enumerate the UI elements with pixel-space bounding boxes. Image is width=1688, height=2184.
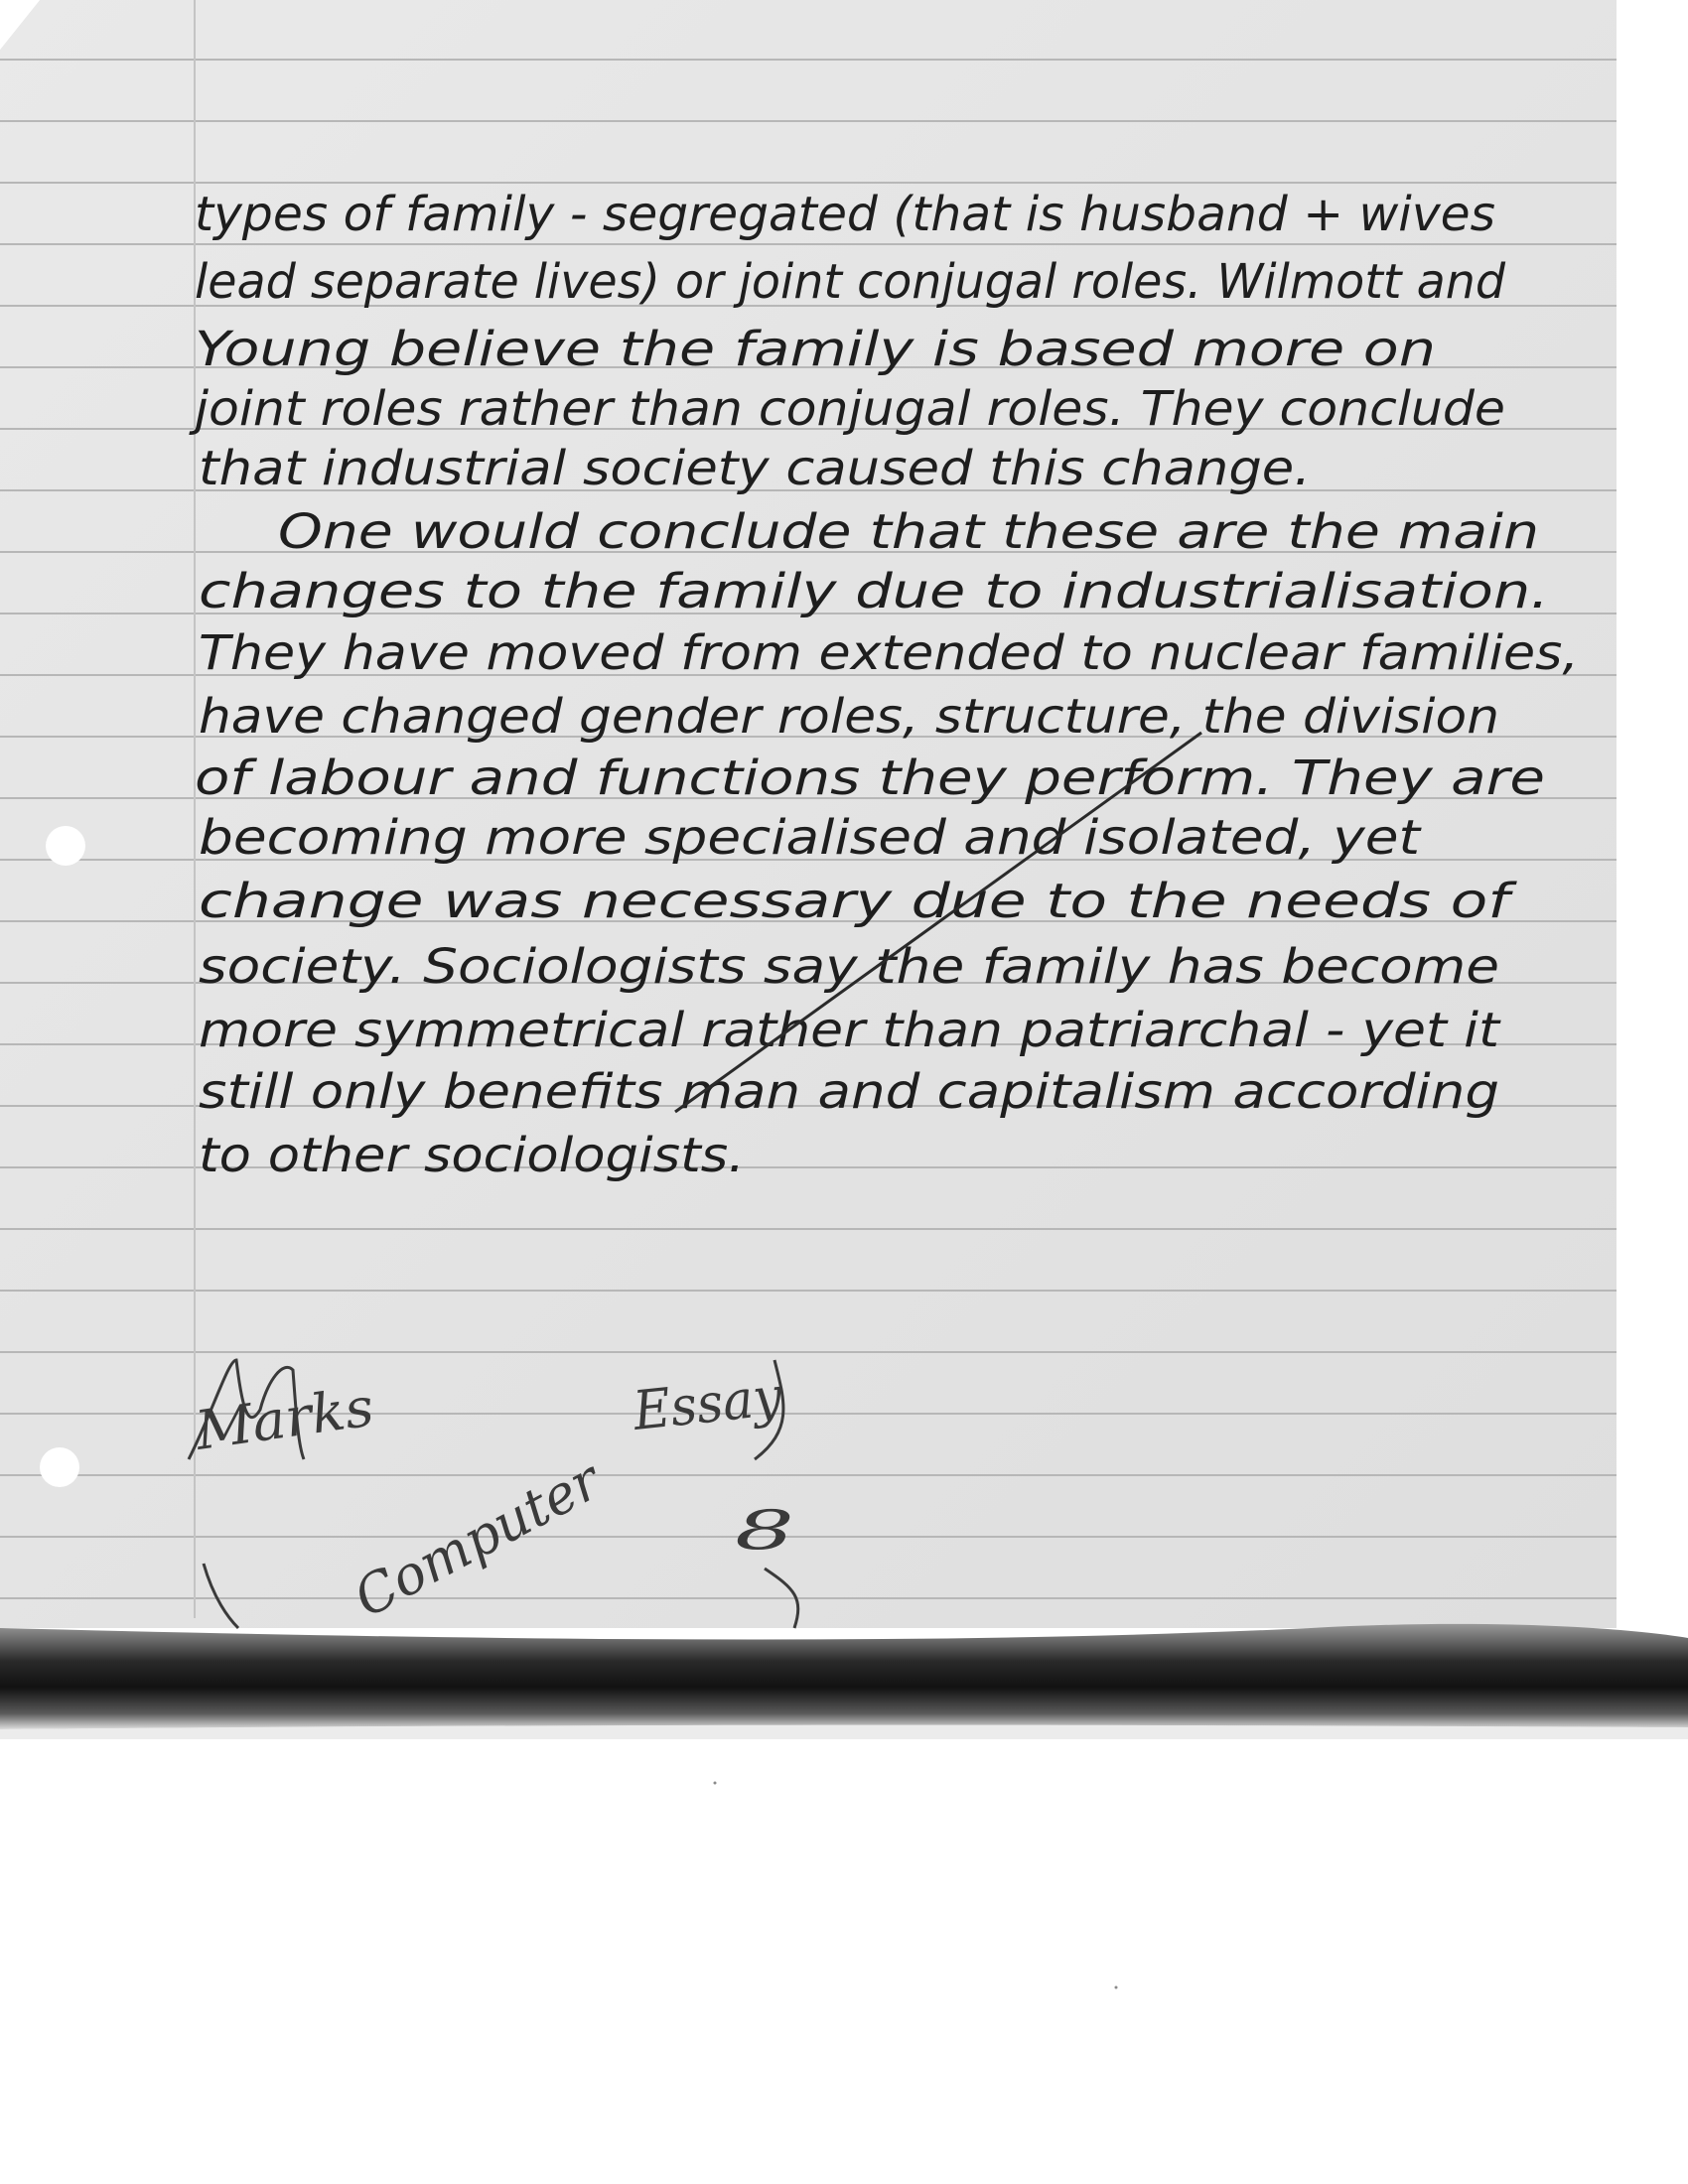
text-line: change was necessary due to the needs of	[199, 874, 1517, 929]
marker-note-marks: Marks	[192, 1376, 371, 1462]
scan-speck	[1115, 1986, 1118, 1989]
text-line: that industrial society caused this change.	[199, 441, 1311, 496]
binder-hole-bottom	[40, 1447, 79, 1487]
text-line: have changed gender roles, structure, the division	[199, 689, 1499, 745]
text-line: more symmetrical rather than patriarchal - yet it	[199, 1003, 1502, 1058]
text-line: They have moved from extended to nuclear families,	[199, 625, 1579, 681]
text-line: changes to the family due to industrialisation.	[199, 564, 1549, 619]
text-line: society. Sociologists say the family has become	[199, 939, 1499, 995]
marker-note-essay: Essay	[630, 1363, 793, 1442]
text-line: lead separate lives) or joint conjugal roles. Wilmott and	[195, 254, 1506, 310]
text-line: types of family - segregated (that is husband + wives	[195, 187, 1495, 242]
text-line: of labour and functions they perform. They are	[195, 751, 1545, 806]
text-line: still only benefits man and capitalism according	[199, 1064, 1500, 1120]
marker-note-grade: 8	[735, 1499, 794, 1562]
scan-speck	[714, 1782, 717, 1785]
text-line: One would conclude that these are the main	[278, 504, 1539, 560]
page-curl-shadow	[0, 1624, 1688, 1739]
text-line: becoming more specialised and isolated, yet	[199, 810, 1423, 866]
text-line: joint roles rather than conjugal roles. They conclude	[188, 381, 1505, 437]
text-line: Young believe the family is based more on	[195, 322, 1436, 377]
marker-note-computer: Computer	[344, 1446, 614, 1630]
text-line: to other sociologists.	[199, 1128, 745, 1183]
binder-hole-top	[46, 826, 85, 866]
